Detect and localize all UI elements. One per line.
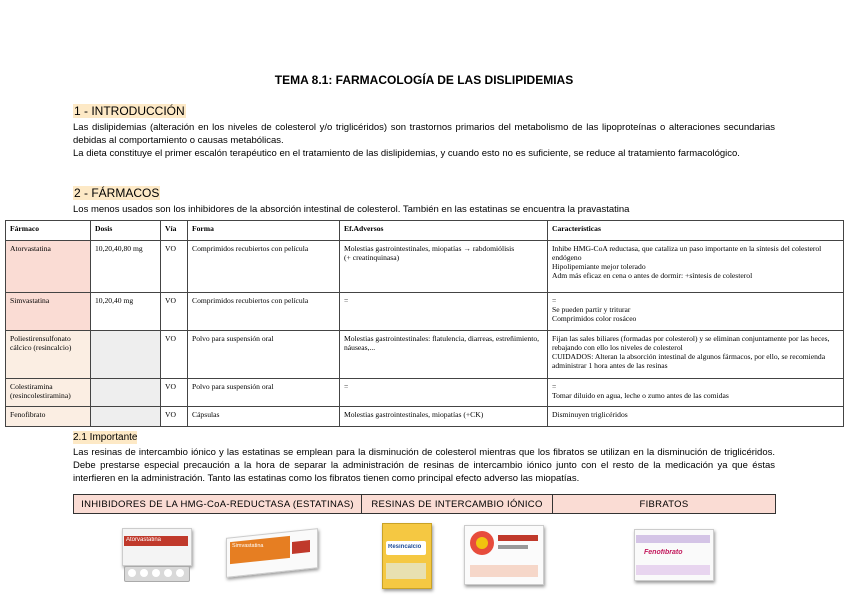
category-resinas: RESINAS DE INTERCAMBIO IÓNICO: [362, 495, 553, 514]
header-caracteristicas: Características: [548, 221, 844, 241]
cell-via: VO: [161, 407, 188, 427]
simvastatina-box-image: [222, 527, 322, 581]
table-row: [6, 293, 844, 331]
intro-paragraph-1: Las dislipidemias (alteración en los niveles de colesterol y/o triglicéridos) son trastornos primarios del metabolismo de las lipoproteínas o alteraciones secundarias debidas al comportamiento o causas metabólicas.: [73, 122, 775, 146]
cell-via: VO: [161, 293, 188, 331]
cell-dosis: 10,20,40 mg: [91, 293, 161, 331]
category-fibratos: FIBRATOS: [553, 495, 776, 514]
cell-dosis: [91, 407, 161, 427]
resin-box-image: [462, 521, 546, 587]
category-estatinas: INHIBIDORES DE LA HMG-CoA-REDUCTASA (ESTATINAS): [74, 495, 362, 514]
fenofibrato-box-label: Fenofibrato: [644, 549, 683, 556]
table-row: [6, 407, 844, 427]
fenofibrato-box-image: [632, 527, 714, 583]
document-title: TEMA 8.1: FARMACOLOGÍA DE LAS DISLIPIDEMIAS: [274, 73, 574, 87]
cell-farmaco: Fenofibrato: [6, 407, 91, 427]
section-heading-importante: 2.1 Importante: [73, 432, 138, 443]
cell-forma: Comprimidos recubiertos con película: [188, 293, 340, 331]
cell-adversos: =: [340, 293, 548, 331]
cell-forma: Comprimidos recubiertos con película: [188, 241, 340, 293]
cell-adversos: Molestias gastrointestinales, miopatías (+CK): [340, 407, 548, 427]
header-via: Vía: [161, 221, 188, 241]
cell-adversos: Molestias gastrointestinales, miopatías → rabdomiólisis (+ creatinquinasa): [340, 241, 548, 293]
cell-via: VO: [161, 241, 188, 293]
cell-adversos: Molestias gastrointestinales: flatulencia, diarreas, estreñimiento, náuseas,...: [340, 331, 548, 379]
drug-categories-table: [73, 494, 776, 514]
table-row: [6, 379, 844, 407]
cell-dosis: [91, 331, 161, 379]
cell-adversos: =: [340, 379, 548, 407]
cell-farmaco: Atorvastatina: [6, 241, 91, 293]
importante-paragraph: Las resinas de intercambio iónico y las estatinas se emplean para la disminución de colesterol mientras que los fibratos se utilizan en la disminución de triglicéridos. Debe prestarse especial precaución a la hora de separar la administración de resinas de intercambio iónico junto con el resto de la medicación ya que éstas interfieren en la administración. Tanto las estatinas como los fibratos tienen como principal efecto adverso las miopatías.: [73, 447, 775, 484]
cell-via: VO: [161, 379, 188, 407]
atorvastatina-box-label: Atorvastatina: [126, 537, 162, 543]
farmacos-paragraph: Los menos usados son los inhibidores de la absorción intestinal de colesterol. También en las estatinas se encuentra la pravastatina: [73, 204, 630, 215]
cell-forma: Polvo para suspensión oral: [188, 331, 340, 379]
simvastatina-box-label: Simvastatina: [232, 543, 264, 549]
header-dosis: Dosis: [91, 221, 161, 241]
cell-forma: Polvo para suspensión oral: [188, 379, 340, 407]
cell-caracteristicas: Inhibe HMG-CoA reductasa, que cataliza un paso importante en la síntesis del colesterol endógeno Hipolipemiante mejor tolerado Adm más eficaz en cena o antes de dormir: +síntesis de colesterol: [548, 241, 844, 293]
header-forma: Forma: [188, 221, 340, 241]
cell-caracteristicas: Fijan las sales biliares (formadas por colesterol) y se eliminan conjuntamente por las heces, rebajando con ello los niveles de colesterol CUIDADOS: Alteran la absorción intestinal de algunos fármacos, por ello, se recomienda administrar 1 hora antes de las resinas: [548, 331, 844, 379]
cell-farmaco: Poliestirensulfonato cálcico (resincalcio): [6, 331, 91, 379]
drug-table: [5, 220, 844, 427]
header-adversos: Ef.Adversos: [340, 221, 548, 241]
resincalcio-box-image: [382, 523, 432, 589]
atorvastatina-box-image: [120, 524, 192, 584]
cell-caracteristicas: Disminuyen triglicéridos: [548, 407, 844, 427]
resincalcio-box-label: Resincalcio: [388, 544, 422, 550]
header-farmaco: Fármaco: [6, 221, 91, 241]
table-row: [6, 241, 844, 293]
table-header-row: [6, 221, 844, 241]
section-heading-introduccion: 1 - INTRODUCCIÓN: [74, 104, 185, 118]
cell-farmaco: Colestiramina (resincolestiramina): [6, 379, 91, 407]
cell-dosis: [91, 379, 161, 407]
intro-paragraph-2: La dieta constituye el primer escalón terapéutico en el tratamiento de las dislipidemias, y cuando esto no es suficiente, se reduce al tratamiento farmacológico.: [73, 148, 740, 159]
cell-caracteristicas: = Se pueden partir y triturar Comprimidos color rosáceo: [548, 293, 844, 331]
cell-farmaco: Simvastatina: [6, 293, 91, 331]
cell-forma: Cápsulas: [188, 407, 340, 427]
table-row: [6, 331, 844, 379]
section-heading-farmacos: 2 - FÁRMACOS: [74, 186, 160, 200]
cell-via: VO: [161, 331, 188, 379]
cell-dosis: 10,20,40,80 mg: [91, 241, 161, 293]
cell-caracteristicas: = Tomar diluido en agua, leche o zumo antes de las comidas: [548, 379, 844, 407]
